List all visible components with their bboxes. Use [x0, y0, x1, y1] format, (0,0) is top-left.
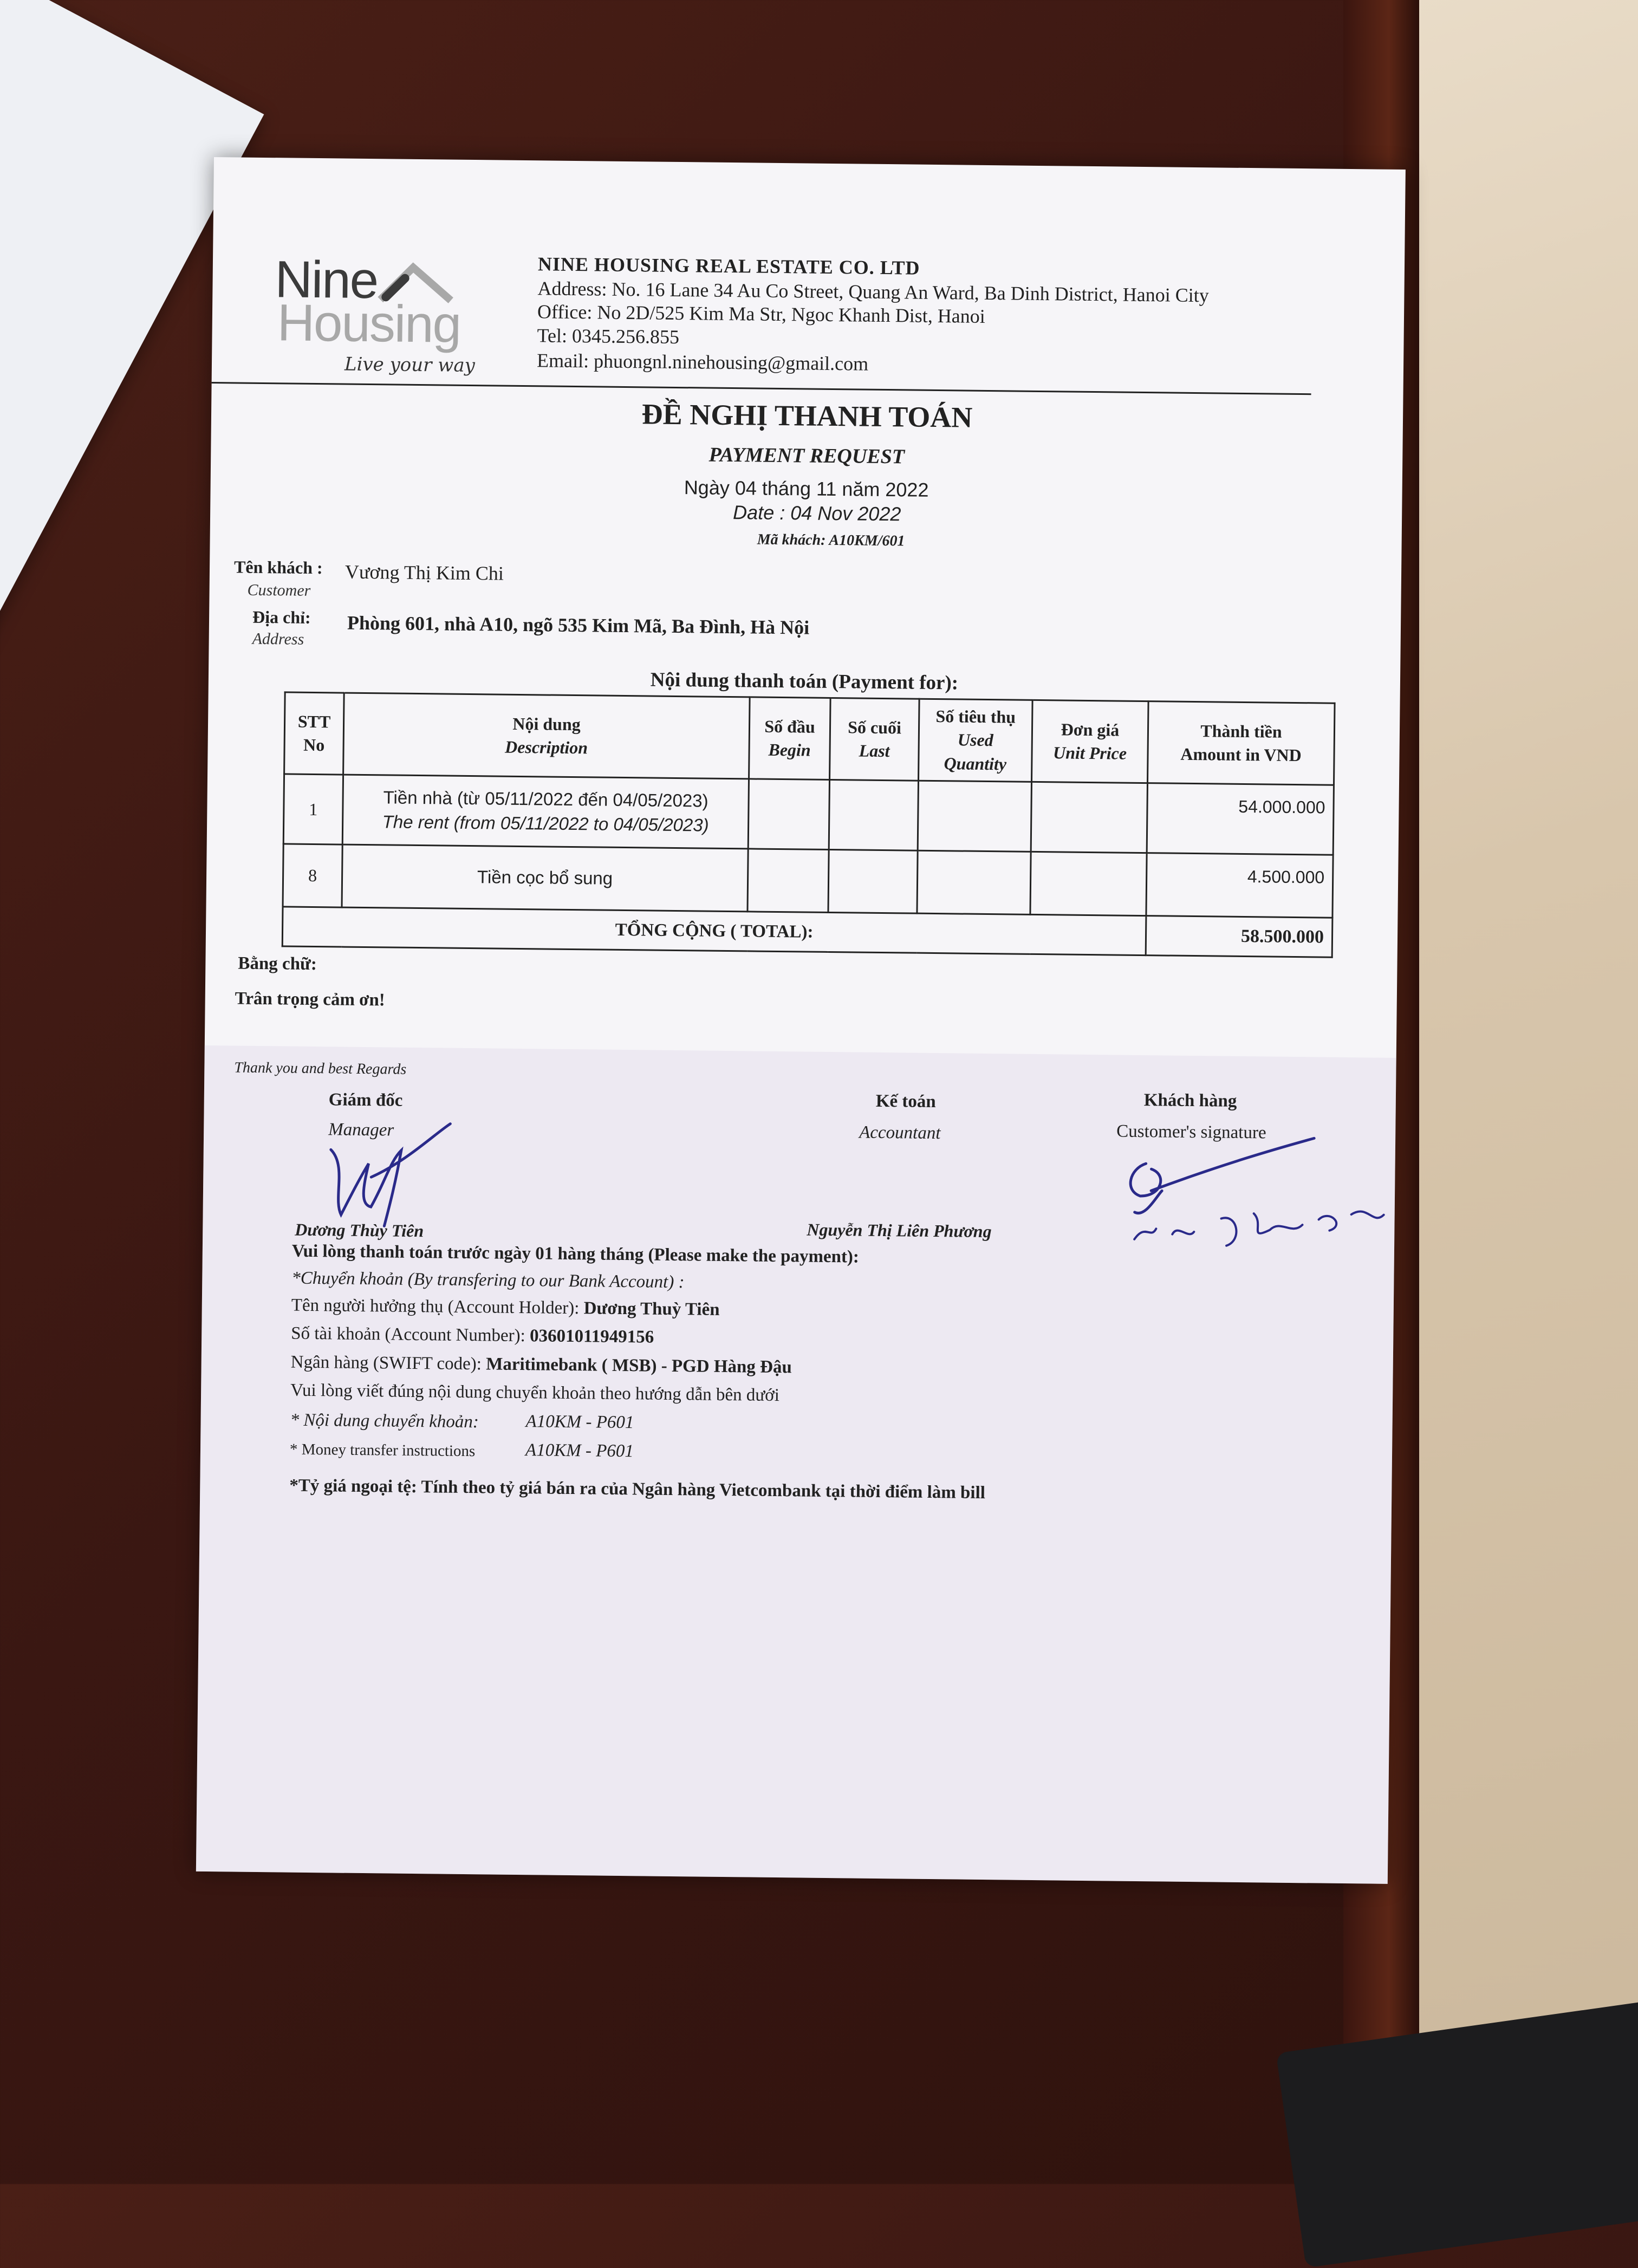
customer-sign-title-en: Customer's signature — [1116, 1121, 1266, 1143]
col-amount: Thành tiền Amount in VND — [1147, 701, 1335, 785]
house-roof-icon — [375, 254, 457, 314]
table-row — [283, 844, 1333, 918]
customer-name-value: Vương Thị Kim Chi — [344, 561, 504, 584]
row-description: Tiền cọc bổ sung — [342, 844, 748, 912]
row-unit-price — [1031, 782, 1147, 853]
row-no: 1 — [283, 774, 343, 844]
col-description: Nội dung Description — [343, 693, 750, 779]
manager-title: Giám đốc — [328, 1090, 403, 1110]
payment-request-document — [196, 157, 1406, 1884]
customer-name-label-en: Customer — [247, 581, 311, 600]
row-no: 8 — [283, 844, 342, 907]
customer-address-value: Phòng 601, nhà A10, ngõ 535 Kim Mã, Ba Đình, Hà Nội — [347, 612, 810, 639]
manager-signature-icon — [308, 1112, 472, 1238]
document-title: ĐỀ NGHỊ THANH TOÁN — [641, 398, 973, 434]
row-begin — [748, 779, 829, 850]
logo-text-nine: Nine — [275, 250, 378, 310]
logo-text-housing: Housing — [277, 294, 461, 354]
total-value: 58.500.000 — [1146, 916, 1332, 958]
payment-table — [282, 691, 1336, 958]
date-english: Date : 04 Nov 2022 — [732, 501, 901, 525]
total-label: TỔNG CỘNG ( TOTAL): — [282, 907, 1146, 956]
amount-in-words-label: Bằng chữ: — [238, 953, 317, 974]
row-amount: 4.500.000 — [1146, 853, 1333, 918]
bank-transfer-note: *Chuyển khoản (By transfering to our Bank Account) : — [291, 1268, 685, 1292]
manager-name: Dương Thùy Tiên — [295, 1219, 424, 1241]
accountant-name: Nguyễn Thị Liên Phương — [807, 1219, 992, 1242]
thanks-vietnamese: Trân trọng cảm ơn! — [235, 989, 385, 1010]
money-transfer-value: A10KM - P601 — [525, 1440, 634, 1461]
company-address: Address: No. 16 Lane 34 Au Co Street, Quang An Ward, Ba Dinh District, Hanoi City — [537, 277, 1209, 307]
row-last — [829, 779, 918, 850]
col-stt: STT No — [284, 692, 344, 775]
row-begin — [748, 849, 829, 913]
row-amount: 54.000.000 — [1147, 783, 1334, 855]
customer-name-label: Tên khách : — [233, 557, 323, 578]
customer-address-label-en: Address — [252, 629, 304, 648]
row-used — [917, 850, 1031, 914]
company-tel: Tel: 0345.256.855 — [537, 324, 680, 348]
company-office: Office: No 2D/525 Kim Ma Str, Ngoc Khanh Dist, Hanoi — [537, 301, 986, 327]
customer-signature-icon — [1113, 1130, 1395, 1258]
customer-code: Mã khách: A10KM/601 — [757, 531, 905, 550]
transfer-instruction-note: Vui lòng viết đúng nội dung chuyển khoản theo hướng dẫn bên dưới — [290, 1380, 780, 1406]
payment-deadline-note: Vui lòng thanh toán trước ngày 01 hàng tháng (Please make the payment): — [291, 1241, 860, 1267]
money-transfer-label: * Money transfer instructions — [289, 1440, 476, 1460]
customer-address-label: Địa chỉ: — [252, 607, 311, 627]
col-begin: Số đầu Begin — [749, 697, 831, 780]
account-number: Số tài khoản (Account Number): 03601011949156 — [291, 1323, 654, 1347]
floor-background — [1387, 0, 1638, 2184]
accountant-title: Kế toán — [875, 1091, 936, 1112]
col-last: Số cuối Last — [830, 698, 920, 781]
row-last — [828, 849, 918, 913]
table-header-row — [284, 692, 1335, 785]
manager-title-en: Manager — [328, 1120, 394, 1140]
row-description: Tiền nhà (từ 05/11/2022 đến 04/05/2023) The rent (from 05/11/2022 to 04/05/2023) — [342, 775, 749, 849]
transfer-content-label: * Nội dung chuyển khoản: — [290, 1410, 479, 1432]
company-email: Email: phuongnl.ninehousing@gmail.com — [536, 349, 869, 375]
payment-section-title: Nội dung thanh toán (Payment for): — [650, 668, 959, 694]
account-holder: Tên người hưởng thụ (Account Holder): Dương Thuỳ Tiên — [291, 1295, 720, 1320]
customer-sign-title: Khách hàng — [1143, 1090, 1237, 1111]
col-unit-price: Đơn giá Unit Price — [1032, 700, 1149, 783]
company-name: NINE HOUSING REAL ESTATE CO. LTD — [537, 253, 920, 279]
row-used — [918, 781, 1031, 852]
row-unit-price — [1030, 852, 1147, 915]
transfer-content-value: A10KM - P601 — [525, 1412, 634, 1433]
chair-back — [1276, 2000, 1638, 2268]
table-row — [283, 774, 1334, 855]
col-used-quantity: Số tiêu thụ Used Quantity — [919, 699, 1033, 782]
document-subtitle: PAYMENT REQUEST — [708, 443, 905, 469]
bank-name: Ngân hàng (SWIFT code): Maritimebank ( MSB) - PGD Hàng Đậu — [290, 1352, 792, 1377]
accountant-title-en: Accountant — [859, 1122, 941, 1143]
date-vietnamese: Ngày 04 tháng 11 năm 2022 — [684, 476, 929, 501]
header-divider — [212, 382, 1311, 395]
thanks-english: Thank you and best Regards — [234, 1059, 407, 1078]
exchange-rate-note: *Tỷ giá ngoại tệ: Tính theo tỷ giá bán ra của Ngân hàng Vietcombank tại thời điểm làm bill — [289, 1476, 986, 1503]
logo-tagline: Live your way — [344, 353, 476, 377]
